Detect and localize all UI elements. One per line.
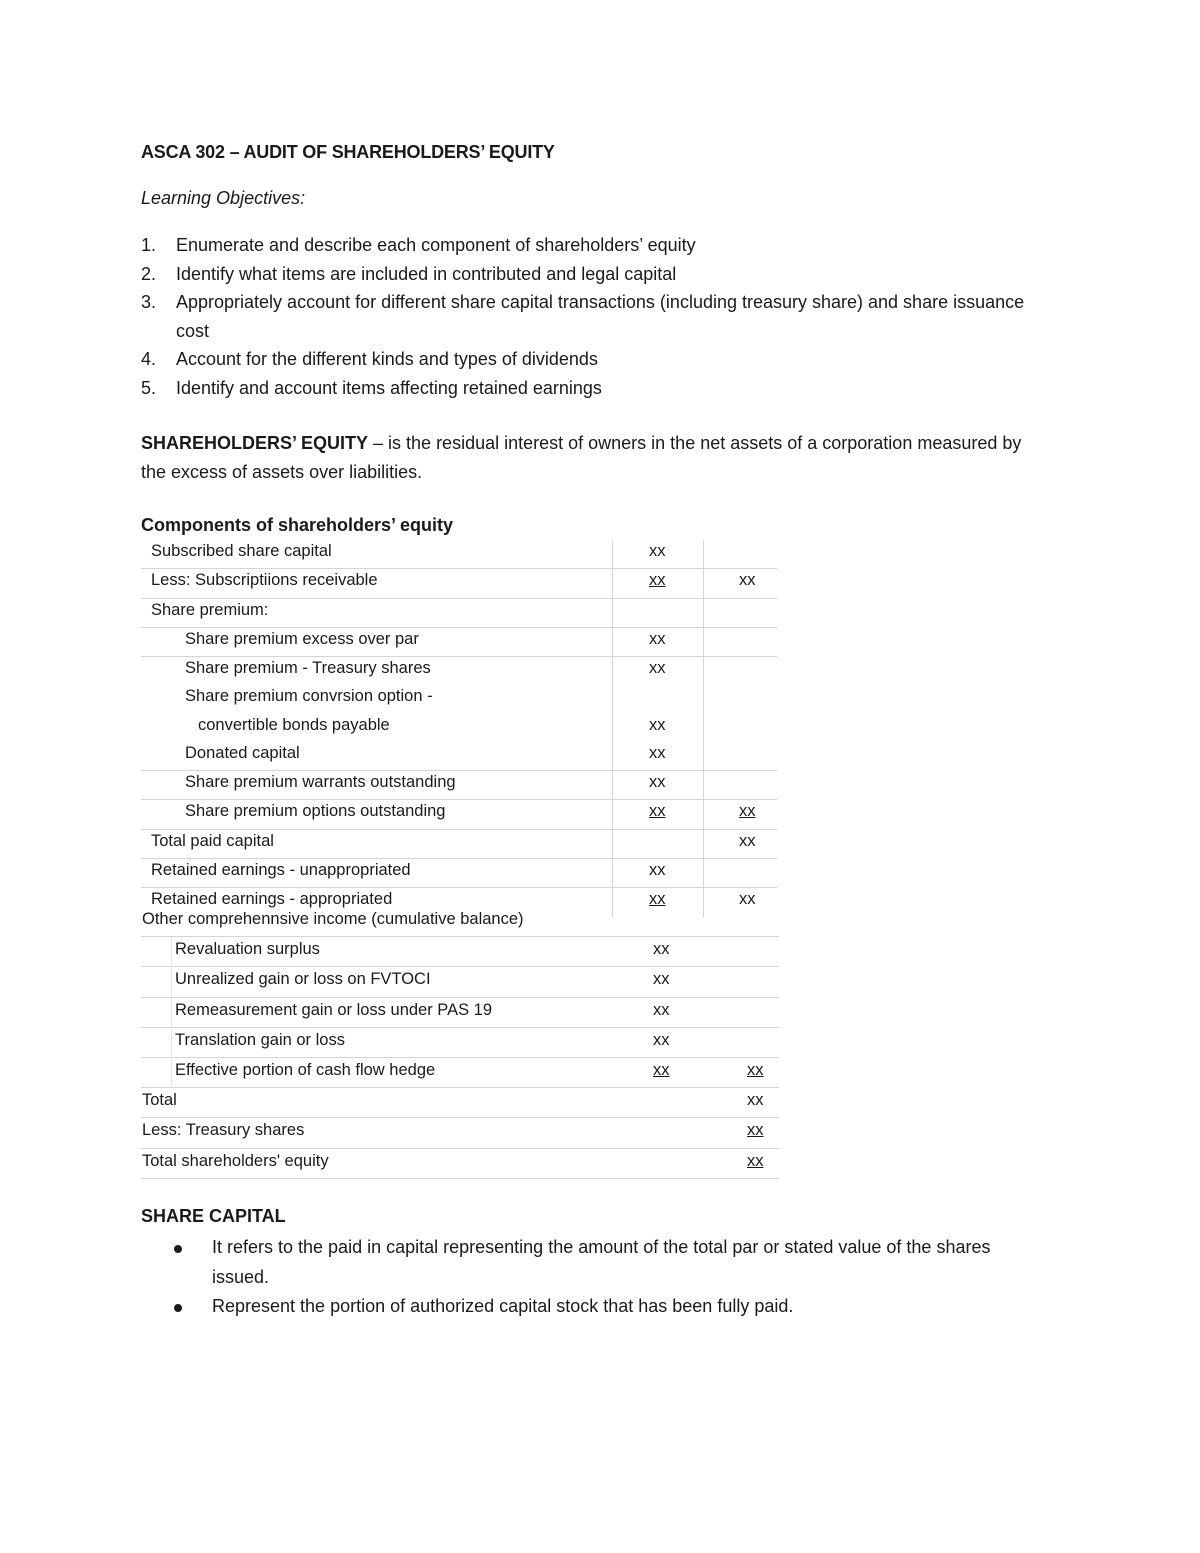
list-item — [141, 1233, 1051, 1292]
oci-table — [141, 907, 779, 1179]
amount-cell: xx — [649, 571, 666, 590]
table-row — [141, 1058, 779, 1088]
table-row — [141, 1149, 779, 1179]
bullet-icon — [174, 1245, 182, 1253]
amount-cell: xx — [649, 773, 666, 791]
amount-cell: xx — [649, 743, 666, 762]
total-cell: xx — [747, 1151, 764, 1170]
row-label: Revaluation surplus — [175, 940, 320, 959]
amount-cell: xx — [649, 890, 666, 908]
table-row — [141, 1028, 779, 1058]
item-text: Account for the different kinds and types of dividends — [176, 349, 598, 369]
row-label: Share premium warrants outstanding — [185, 773, 456, 791]
components-table — [141, 540, 777, 916]
total-cell: xx — [739, 890, 756, 908]
page-title: ASCA 302 – AUDIT OF SHAREHOLDERS’ EQUITY — [141, 142, 555, 162]
table-row — [141, 599, 777, 628]
equity-definition — [141, 429, 1041, 487]
list-item — [141, 374, 1051, 403]
bullet-icon — [174, 1304, 182, 1312]
amount-cell: xx — [649, 629, 666, 648]
components-heading: Components of shareholders’ equity — [141, 515, 454, 535]
amount-cell: xx — [649, 860, 666, 879]
table-row — [141, 771, 777, 800]
list-item — [141, 231, 1051, 260]
row-label: Total shareholders' equity — [142, 1151, 329, 1170]
row-label: Subscribed share capital — [151, 542, 332, 560]
row-label: Unrealized gain or loss on FVTOCI — [175, 970, 431, 989]
row-label: Share premium: — [151, 600, 269, 619]
row-label: Total paid capital — [151, 831, 274, 850]
item-number: 2. — [141, 263, 157, 284]
table-row — [141, 685, 777, 713]
table-row — [141, 907, 779, 937]
total-cell: xx — [739, 831, 756, 850]
row-label: Donated capital — [185, 743, 300, 762]
row-label: Less: Treasury shares — [142, 1121, 305, 1140]
item-number: 1. — [141, 235, 157, 255]
row-label: Translation gain or loss — [175, 1030, 345, 1049]
item-text: Identify and account items affecting retained earnings — [176, 377, 602, 398]
row-label: Share premium excess over par — [185, 629, 419, 648]
definition-term: SHAREHOLDERS’ EQUITY — [141, 433, 369, 453]
total-cell: xx — [739, 802, 756, 821]
objectives-list — [141, 231, 1051, 402]
item-text: It refers to the paid in capital representing the amount of the total par or stated value of the shares issued. — [212, 1237, 991, 1287]
item-text: Appropriately account for different share capital transactions (including treasury share) and share issuance cost — [176, 292, 1025, 341]
amount-cell: xx — [649, 542, 666, 560]
table-row — [141, 967, 779, 997]
table-row — [141, 800, 777, 829]
objectives-label: Learning Objectives: — [141, 188, 306, 208]
share-capital-bullets — [141, 1233, 1051, 1322]
row-label: Other comprehennsive income (cumulative balance) — [142, 910, 524, 928]
row-label: Effective portion of cash flow hedge — [175, 1060, 436, 1079]
item-number: 3. — [141, 292, 157, 312]
row-label: Retained earnings - unappropriated — [151, 860, 411, 879]
amount-cell: xx — [653, 970, 670, 989]
table-row — [141, 998, 779, 1028]
definition-text: – is the residual interest of owners in the net assets of a corporation measured by the excess of assets over liabilities. — [141, 433, 1022, 482]
list-item — [141, 345, 1051, 374]
amount-cell: xx — [653, 1000, 670, 1019]
amount-cell: xx — [649, 715, 666, 734]
row-label: convertible bonds payable — [198, 715, 390, 734]
total-cell: xx — [747, 1121, 764, 1140]
list-item — [141, 288, 1051, 345]
row-label: Share premium - Treasury shares — [185, 659, 431, 677]
row-label: Share premium convrsion option - — [185, 687, 433, 706]
list-item — [141, 1292, 1051, 1322]
amount-cell: xx — [653, 1060, 670, 1079]
row-label: Total — [142, 1091, 177, 1110]
share-capital-heading: SHARE CAPITAL — [141, 1206, 286, 1226]
amount-cell: xx — [649, 802, 666, 821]
table-row — [141, 1118, 779, 1148]
row-label: Share premium options outstanding — [185, 802, 446, 821]
table-row — [141, 569, 777, 598]
item-text: Enumerate and describe each component of shareholders’ equity — [176, 235, 696, 255]
table-row — [141, 937, 779, 967]
list-item — [141, 260, 1051, 289]
table-row — [141, 628, 777, 657]
total-cell: xx — [739, 571, 756, 590]
item-text: Identify what items are included in contributed and legal capital — [176, 263, 677, 284]
table-row — [141, 830, 777, 859]
item-number: 4. — [141, 349, 157, 369]
table-row — [141, 742, 777, 771]
row-label: Less: Subscriptiions receivable — [151, 571, 378, 590]
table-row — [141, 540, 777, 569]
total-cell: xx — [747, 1060, 764, 1079]
amount-cell: xx — [649, 659, 666, 677]
total-cell: xx — [747, 1091, 764, 1110]
table-row — [141, 714, 777, 742]
table-row — [141, 657, 777, 685]
row-label: Remeasurement gain or loss under PAS 19 — [175, 1000, 493, 1019]
item-text: Represent the portion of authorized capital stock that has been fully paid. — [212, 1296, 794, 1316]
table-row — [141, 1088, 779, 1118]
table-row — [141, 859, 777, 888]
item-number: 5. — [141, 377, 157, 398]
amount-cell: xx — [653, 1030, 670, 1049]
row-label: Retained earnings - appropriated — [151, 890, 393, 908]
amount-cell: xx — [653, 940, 670, 959]
